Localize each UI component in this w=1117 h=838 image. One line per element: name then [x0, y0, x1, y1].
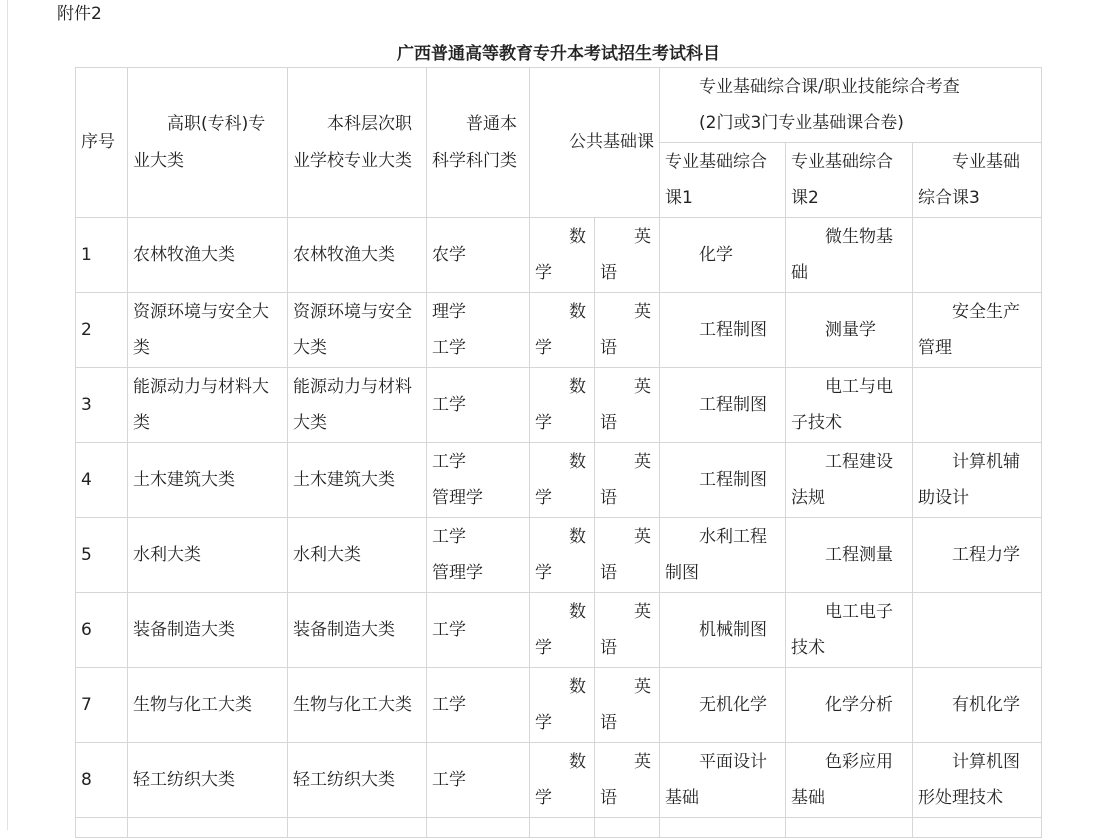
cell-benke: 轻工纺织大类 — [288, 743, 427, 818]
table-cell — [660, 818, 786, 838]
cell-english: 英语 — [595, 293, 660, 368]
header-zy3: 专业基础综合课3 — [913, 143, 1042, 218]
cell-zy3: 安全生产管理 — [913, 293, 1042, 368]
table-row — [76, 668, 1042, 743]
table-row — [76, 818, 1042, 838]
header-benke: 本科层次职业学校专业大类 — [288, 68, 427, 218]
putong-discipline: 工学 — [432, 338, 466, 358]
putong-discipline: 工学 — [432, 394, 466, 415]
cell-zy3 — [913, 593, 1042, 668]
table-cell — [288, 818, 427, 838]
cell-zy2: 测量学 — [786, 293, 913, 368]
header-gonggong: 公共基础课 — [530, 68, 660, 218]
cell-gaozhi: 农林牧渔大类 — [128, 218, 288, 293]
putong-discipline: 工学 — [432, 451, 466, 472]
table-row — [76, 593, 1042, 668]
cell-seq: 2 — [76, 293, 128, 368]
putong-discipline: 管理学 — [432, 488, 483, 508]
cell-zy1: 工程制图 — [660, 368, 786, 443]
table-row — [76, 518, 1042, 593]
cell-zy2: 电工与电子技术 — [786, 368, 913, 443]
cell-zy1: 工程制图 — [660, 443, 786, 518]
cell-benke: 水利大类 — [288, 518, 427, 593]
cell-english: 英语 — [595, 743, 660, 818]
cell-english: 英语 — [595, 368, 660, 443]
table-row — [76, 293, 1042, 368]
putong-discipline: 工学 — [432, 619, 466, 640]
cell-putong — [427, 218, 530, 293]
cell-zy3: 有机化学 — [913, 668, 1042, 743]
table-cell — [913, 818, 1042, 838]
cell-putong — [427, 518, 530, 593]
cell-english: 英语 — [595, 518, 660, 593]
cell-gaozhi: 轻工纺织大类 — [128, 743, 288, 818]
cell-zy2: 化学分析 — [786, 668, 913, 743]
header-zy1: 专业基础综合课1 — [660, 143, 786, 218]
table-cell — [786, 818, 913, 838]
header-zhuanye-line1: 专业基础综合课/职业技能综合考查 — [699, 76, 960, 97]
cell-gaozhi: 资源环境与安全大类 — [128, 293, 288, 368]
cell-gaozhi: 装备制造大类 — [128, 593, 288, 668]
cell-putong — [427, 668, 530, 743]
cell-zy2: 电工电子技术 — [786, 593, 913, 668]
putong-discipline: 农学 — [432, 244, 466, 265]
cell-putong — [427, 293, 530, 368]
cell-zy1: 机械制图 — [660, 593, 786, 668]
cell-benke: 资源环境与安全大类 — [288, 293, 427, 368]
cell-zy3: 计算机辅助设计 — [913, 443, 1042, 518]
cell-seq: 7 — [76, 668, 128, 743]
cell-seq: 4 — [76, 443, 128, 518]
table-row — [76, 443, 1042, 518]
cell-math: 数学 — [530, 743, 595, 818]
table-row — [76, 218, 1042, 293]
cell-putong — [427, 368, 530, 443]
header-gaozhi: 高职(专科)专业大类 — [128, 68, 288, 218]
cell-gaozhi: 生物与化工大类 — [128, 668, 288, 743]
page-left-rule — [7, 0, 8, 830]
cell-zy3 — [913, 218, 1042, 293]
cell-seq: 3 — [76, 368, 128, 443]
cell-math: 数学 — [530, 593, 595, 668]
cell-seq: 5 — [76, 518, 128, 593]
cell-benke: 土木建筑大类 — [288, 443, 427, 518]
header-zhuanye — [660, 68, 1042, 143]
putong-discipline: 工学 — [432, 526, 466, 547]
header-putong: 普通本科学科门类 — [427, 68, 530, 218]
putong-discipline: 工学 — [432, 769, 466, 790]
cell-zy2: 工程建设法规 — [786, 443, 913, 518]
cell-zy1: 无机化学 — [660, 668, 786, 743]
cell-benke: 装备制造大类 — [288, 593, 427, 668]
cell-zy1: 水利工程制图 — [660, 518, 786, 593]
cell-gaozhi: 土木建筑大类 — [128, 443, 288, 518]
table-cell — [427, 818, 530, 838]
header-seq: 序号 — [76, 68, 128, 218]
exam-subjects-table — [75, 67, 1042, 838]
cell-math: 数学 — [530, 443, 595, 518]
cell-putong — [427, 743, 530, 818]
cell-english: 英语 — [595, 668, 660, 743]
cell-benke: 能源动力与材料大类 — [288, 368, 427, 443]
putong-discipline: 工学 — [432, 694, 466, 715]
cell-gaozhi: 能源动力与材料大类 — [128, 368, 288, 443]
putong-discipline: 管理学 — [432, 563, 483, 583]
cell-zy1: 工程制图 — [660, 293, 786, 368]
cell-english: 英语 — [595, 443, 660, 518]
cell-benke: 生物与化工大类 — [288, 668, 427, 743]
cell-zy2: 微生物基础 — [786, 218, 913, 293]
table-cell — [76, 818, 128, 838]
table-row — [76, 743, 1042, 818]
table-row — [76, 368, 1042, 443]
cell-zy3 — [913, 368, 1042, 443]
cell-zy3: 工程力学 — [913, 518, 1042, 593]
cell-putong — [427, 593, 530, 668]
cell-math: 数学 — [530, 368, 595, 443]
cell-seq: 8 — [76, 743, 128, 818]
cell-math: 数学 — [530, 293, 595, 368]
header-zhuanye-line2: (2门或3门专业基础课合卷) — [699, 113, 904, 133]
cell-math: 数学 — [530, 218, 595, 293]
cell-english: 英语 — [595, 218, 660, 293]
document-title: 广西普通高等教育专升本考试招生考试科目 — [397, 44, 720, 64]
table-cell — [530, 818, 595, 838]
table-cell — [595, 818, 660, 838]
cell-english: 英语 — [595, 593, 660, 668]
cell-seq: 1 — [76, 218, 128, 293]
header-zy2: 专业基础综合课2 — [786, 143, 913, 218]
table-cell — [128, 818, 288, 838]
cell-putong — [427, 443, 530, 518]
cell-gaozhi: 水利大类 — [128, 518, 288, 593]
attachment-label: 附件2 — [57, 4, 102, 24]
cell-seq: 6 — [76, 593, 128, 668]
putong-discipline: 理学 — [432, 301, 466, 322]
cell-zy3: 计算机图形处理技术 — [913, 743, 1042, 818]
cell-math: 数学 — [530, 668, 595, 743]
cell-math: 数学 — [530, 518, 595, 593]
cell-zy2: 色彩应用基础 — [786, 743, 913, 818]
cell-zy1: 平面设计基础 — [660, 743, 786, 818]
cell-zy2: 工程测量 — [786, 518, 913, 593]
cell-benke: 农林牧渔大类 — [288, 218, 427, 293]
cell-zy1: 化学 — [660, 218, 786, 293]
